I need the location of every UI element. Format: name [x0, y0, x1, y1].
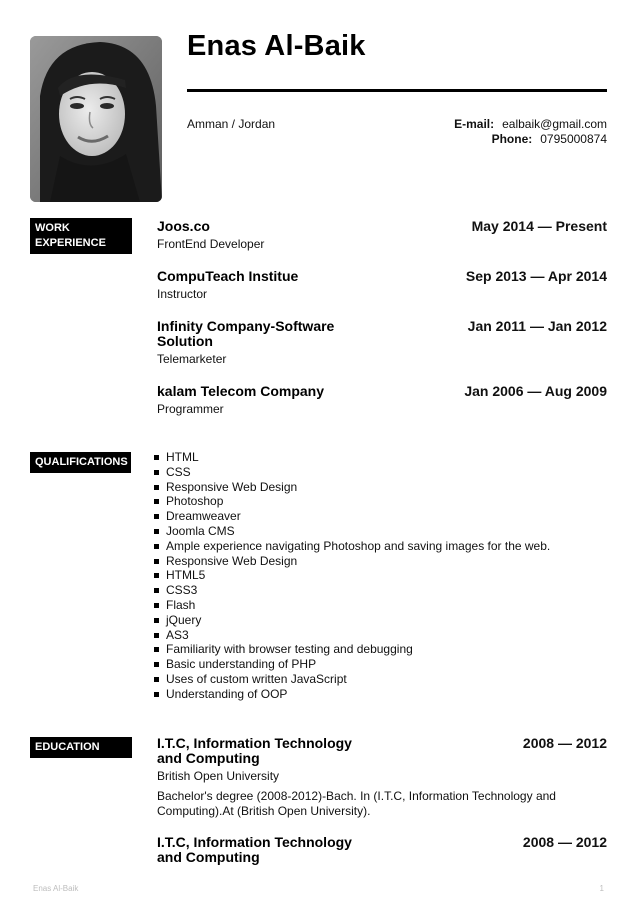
section-tag-work-experience: WORK EXPERIENCE: [30, 218, 132, 254]
section-tag-education: EDUCATION: [30, 737, 132, 758]
work-company: Infinity Company-Software Solution: [157, 318, 335, 349]
work-dates: Jan 2006 — Aug 2009: [464, 383, 607, 399]
education-description: Bachelor's degree (2008-2012)-Bach. In (I.T.C, Information Technology and Computing).At (British Open University).: [157, 789, 556, 818]
contact-block: [454, 117, 607, 147]
location: Amman / Jordan: [187, 117, 276, 131]
list-item: CSS: [153, 465, 550, 480]
phone-value: 0795000874: [540, 132, 607, 146]
work-dates: Sep 2013 — Apr 2014: [465, 268, 607, 284]
work-role: Programmer: [157, 402, 224, 416]
list-item: Responsive Web Design: [153, 554, 550, 569]
qualifications-list: [153, 450, 550, 702]
work-dates: May 2014 — Present: [471, 218, 607, 234]
work-company: Joos.co: [157, 218, 210, 234]
education-degree: I.T.C, Information Technology and Computing: [157, 834, 352, 865]
list-item: Basic understanding of PHP: [153, 657, 550, 672]
education-entry: [157, 835, 607, 865]
work-role: Instructor: [157, 287, 208, 301]
person-name: Enas Al-Baik: [187, 30, 366, 62]
list-item: Flash: [153, 598, 550, 613]
list-item: HTML: [153, 450, 550, 465]
work-entry: [157, 269, 607, 302]
list-item: Understanding of OOP: [153, 687, 550, 702]
phone-label: Phone:: [491, 132, 533, 146]
list-item: Uses of custom written JavaScript: [153, 672, 550, 687]
work-role: Telemarketer: [157, 352, 227, 366]
education-dates: 2008 — 2012: [522, 735, 607, 751]
list-item: HTML5: [153, 568, 550, 583]
education-dates: 2008 — 2012: [522, 834, 607, 850]
profile-photo: [30, 36, 162, 202]
list-item: Photoshop: [153, 494, 550, 509]
education-degree: I.T.C, Information Technology and Computing: [157, 735, 352, 766]
work-role: FrontEnd Developer: [157, 237, 265, 251]
education-school: British Open University: [157, 769, 280, 783]
list-item: jQuery: [153, 613, 550, 628]
education-entry: [157, 736, 607, 819]
work-entry: [157, 319, 607, 367]
email-label: E-mail:: [454, 117, 495, 131]
footer-name: Enas Al-Baik: [33, 884, 79, 893]
work-company: kalam Telecom Company: [157, 383, 325, 399]
work-entry: [157, 219, 607, 252]
list-item: Joomla CMS: [153, 524, 550, 539]
work-entry: [157, 384, 607, 417]
list-item: CSS3: [153, 583, 550, 598]
page-number: 1: [599, 884, 604, 893]
portrait-image: [30, 36, 162, 202]
section-tag-qualifications: QUALIFICATIONS: [30, 452, 131, 473]
list-item: Responsive Web Design: [153, 480, 550, 495]
list-item: AS3: [153, 628, 550, 643]
email-value[interactable]: ealbaik@gmail.com: [502, 117, 607, 131]
phone-line: [454, 132, 607, 147]
work-dates: Jan 2011 — Jan 2012: [467, 318, 607, 334]
list-item: Dreamweaver: [153, 509, 550, 524]
list-item: Familiarity with browser testing and debugging: [153, 642, 550, 657]
work-company: CompuTeach Institue: [157, 268, 299, 284]
list-item: Ample experience navigating Photoshop and saving images for the web.: [153, 539, 550, 554]
header-divider: [187, 89, 607, 92]
email-line: [454, 117, 607, 132]
